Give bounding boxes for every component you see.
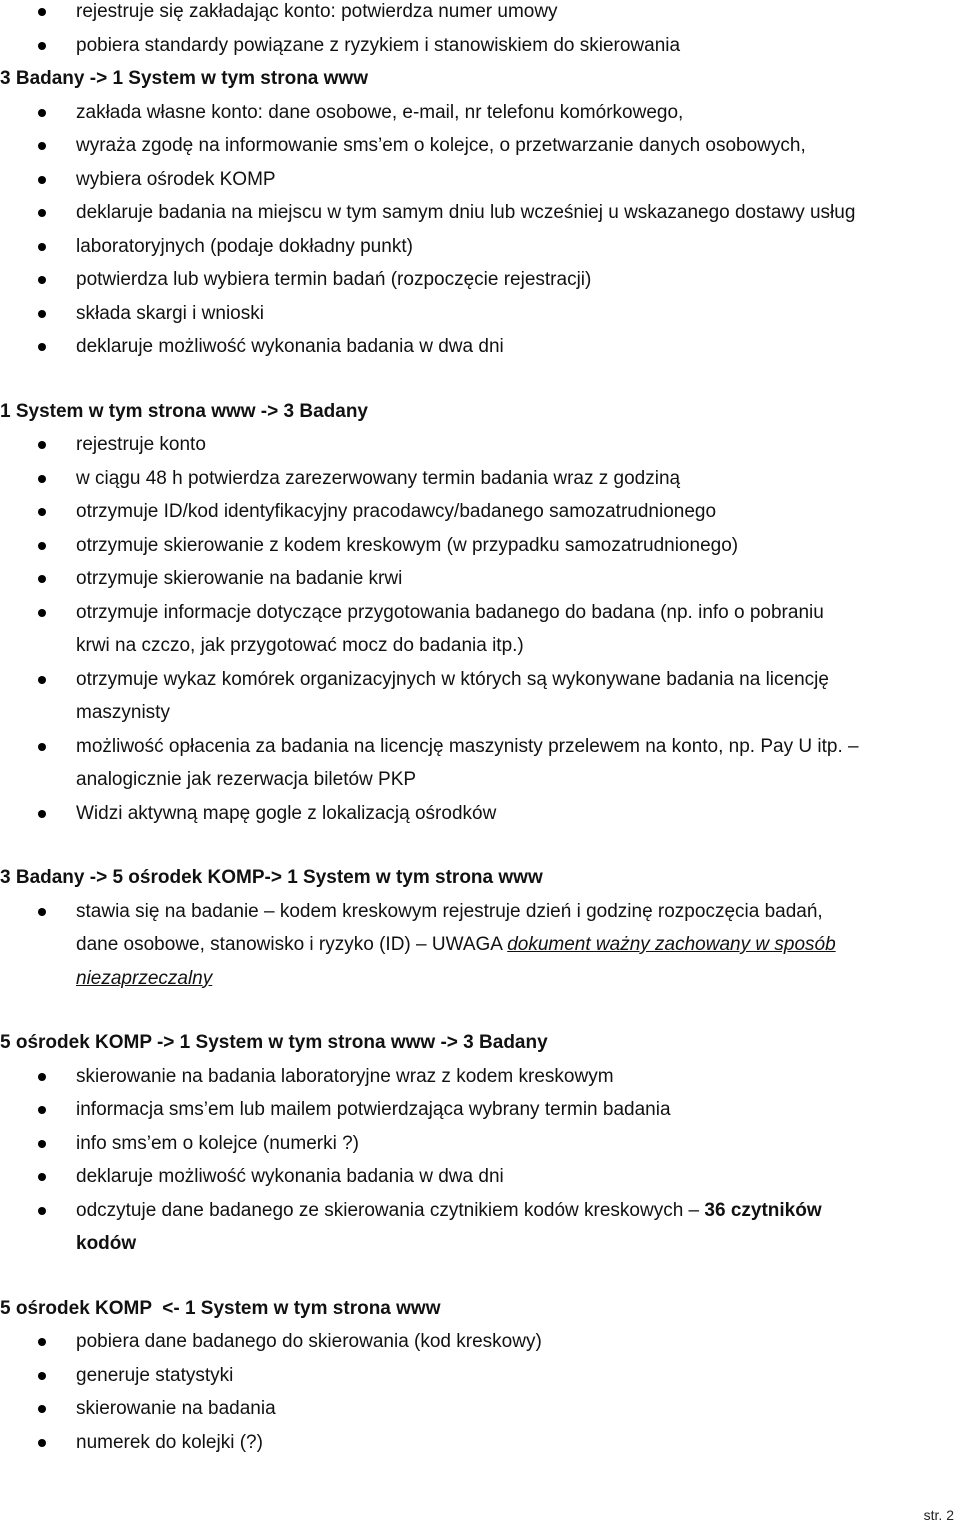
list-item: rejestruje się zakładając konto: potwierdza numer umowy xyxy=(0,0,960,29)
list-item: laboratoryjnych (podaje dokładny punkt) xyxy=(0,230,960,264)
text-bold: kodów xyxy=(76,1233,137,1254)
section-heading: 5 ośrodek KOMP <- 1 System w tym strona www xyxy=(0,1297,441,1319)
list-item: otrzymuje informacje dotyczące przygotowania badanego do badana (np. info o pobraniu xyxy=(0,596,960,630)
list-item: możliwość opłacenia za badania na licencję maszynisty przelewem na konto, np. Pay U itp. – xyxy=(0,730,960,764)
text-plain: odczytuje dane badanego ze skierowania czytnikiem kodów kreskowych – xyxy=(76,1199,705,1221)
list-item: informacja sms’em lub mailem potwierdzająca wybrany termin badania xyxy=(0,1093,960,1127)
list-item-continuation: analogicznie jak rezerwacja biletów PKP xyxy=(76,769,417,790)
list-item: stawia się na badanie – kodem kreskowym rejestruje dzień i godzinę rozpoczęcia badań, xyxy=(0,895,960,929)
section-heading: 5 ośrodek KOMP -> 1 System w tym strona www -> 3 Badany xyxy=(0,1032,548,1053)
list-item: otrzymuje skierowanie z kodem kreskowym (w przypadku samozatrudnionego) xyxy=(0,529,960,563)
text-bold: 36 czytników xyxy=(704,1199,822,1221)
list-item-continuation: krwi na czczo, jak przygotować mocz do badania itp.) xyxy=(76,635,524,656)
bullet-list-section3 xyxy=(0,895,960,996)
list-item: otrzymuje ID/kod identyfikacyjny pracodawcy/badanego samozatrudnionego xyxy=(0,495,960,529)
section-heading: 3 Badany -> 1 System w tym strona www xyxy=(0,68,368,89)
text-underlined: niezaprzeczalny xyxy=(76,967,213,989)
list-item: Widzi aktywną mapę gogle z lokalizacją ośrodków xyxy=(0,797,960,831)
list-item: zakłada własne konto: dane osobowe, e-mail, nr telefonu komórkowego, xyxy=(0,96,960,130)
list-item: wyraża zgodę na informowanie sms’em o kolejce, o przetwarzanie danych osobowych, xyxy=(0,129,960,163)
text-plain: dane osobowe, stanowisko i ryzyko (ID) – UWAGA xyxy=(76,934,508,955)
list-item: wybiera ośrodek KOMP xyxy=(0,163,960,197)
text-underlined: dokument ważny zachowany w sposób xyxy=(507,934,836,955)
list-item: deklaruje możliwość wykonania badania w dwa dni xyxy=(0,330,960,364)
list-item: deklaruje badania na miejscu w tym samym dniu lub wcześniej u wskazanego dostawy usług xyxy=(0,196,960,230)
bullet-list-section2 xyxy=(0,428,960,830)
list-item-continuation xyxy=(0,962,960,996)
list-item: otrzymuje skierowanie na badanie krwi xyxy=(0,562,960,596)
list-item: w ciągu 48 h potwierdza zarezerwowany termin badania wraz z godziną xyxy=(0,462,960,496)
list-item: skierowanie na badania laboratoryjne wraz z kodem kreskowym xyxy=(0,1060,960,1094)
section-heading: 1 System w tym strona www -> 3 Badany xyxy=(0,400,368,422)
spacer xyxy=(0,1261,960,1292)
bullet-list-section1 xyxy=(0,96,960,364)
spacer xyxy=(0,364,960,395)
list-item: pobiera standardy powiązane z ryzykiem i stanowiskiem do skierowania xyxy=(0,29,960,63)
list-item-continuation: maszynisty xyxy=(76,702,170,723)
list-item: numerek do kolejki (?) xyxy=(0,1426,960,1460)
bullet-list-section5 xyxy=(0,1325,960,1459)
list-item: potwierdza lub wybiera termin badań (rozpoczęcie rejestracji) xyxy=(0,263,960,297)
list-item: otrzymuje wykaz komórek organizacyjnych w których są wykonywane badania na licencję xyxy=(0,663,960,697)
list-item xyxy=(0,1194,960,1228)
bullet-list-section4 xyxy=(0,1060,960,1261)
list-item: deklaruje możliwość wykonania badania w dwa dni xyxy=(0,1160,960,1194)
list-item: info sms’em o kolejce (numerki ?) xyxy=(0,1127,960,1161)
list-item: generuje statystyki xyxy=(0,1359,960,1393)
list-item-continuation xyxy=(0,1227,960,1261)
bullet-list-intro xyxy=(0,0,960,62)
list-item-continuation xyxy=(0,928,960,962)
spacer xyxy=(0,830,960,861)
list-item: rejestruje konto xyxy=(0,428,960,462)
page-number: str. 2 xyxy=(923,1507,954,1523)
list-item: pobiera dane badanego do skierowania (kod kreskowy) xyxy=(0,1325,960,1359)
spacer xyxy=(0,995,960,1026)
list-item: skierowanie na badania xyxy=(0,1392,960,1426)
list-item: składa skargi i wnioski xyxy=(0,297,960,331)
section-heading: 3 Badany -> 5 ośrodek KOMP-> 1 System w tym strona www xyxy=(0,867,543,888)
